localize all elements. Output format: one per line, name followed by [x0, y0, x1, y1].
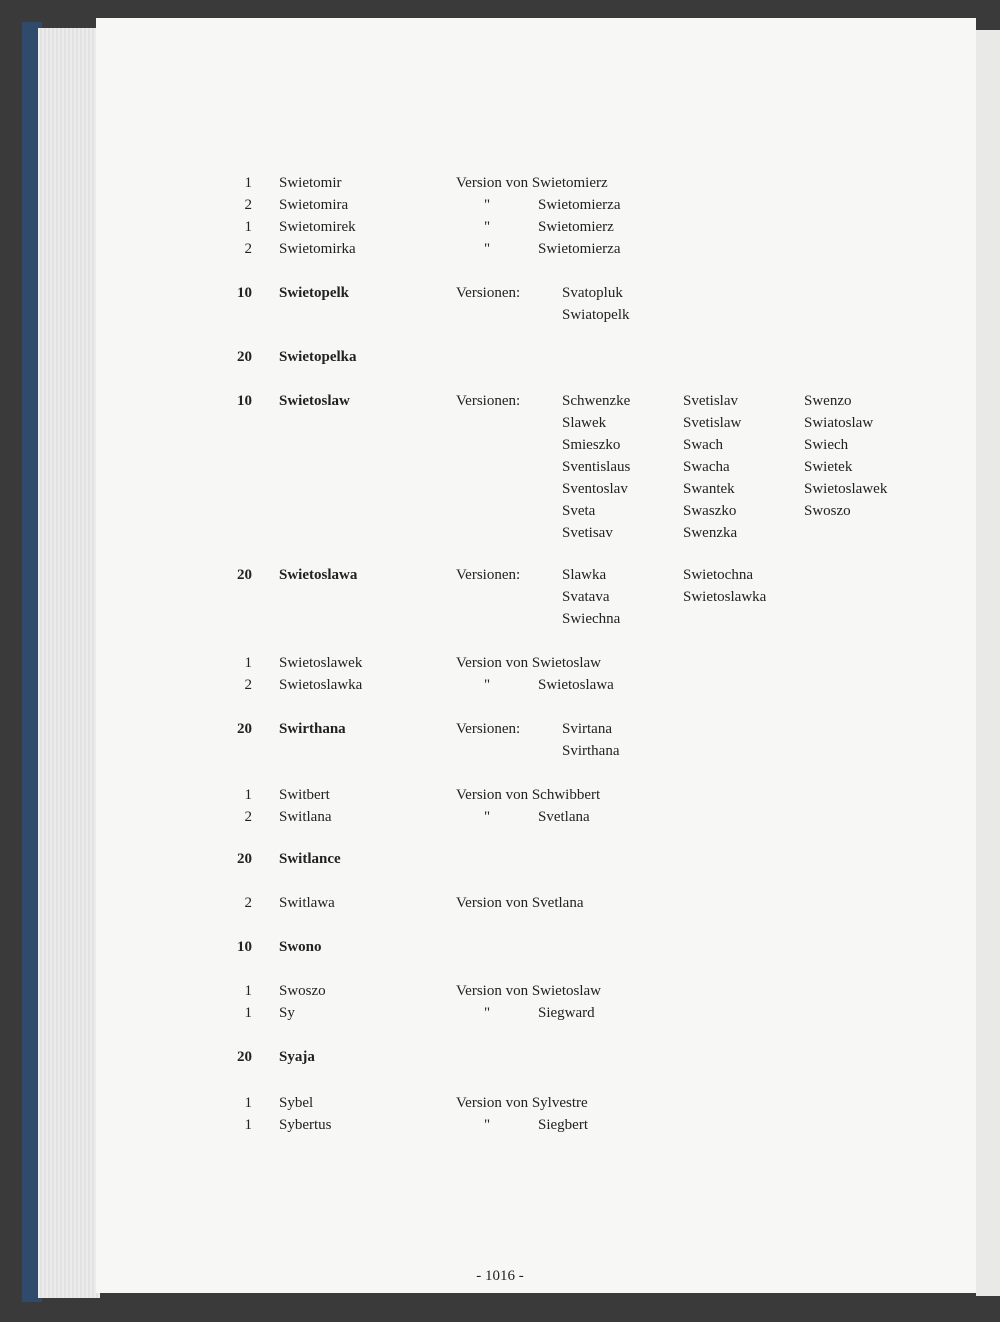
- entry-row: [0, 390, 1000, 412]
- variant-name: Schwenzke: [562, 393, 631, 409]
- entry-name: Swietoslawka: [279, 677, 363, 693]
- entry-number: 2: [244, 197, 252, 213]
- variant-name: Swiatopelk: [562, 307, 630, 323]
- entry-row: [0, 564, 1000, 586]
- entry-number: 2: [244, 241, 252, 257]
- entry-name: Switbert: [279, 787, 330, 803]
- variant-name: Swantek: [683, 481, 735, 497]
- entry-name: Switlawa: [279, 895, 335, 911]
- entry-number: 1: [244, 787, 252, 803]
- variant-name: Swoszo: [804, 503, 851, 519]
- entry-row: [0, 216, 1000, 238]
- entry-number: 1: [244, 1117, 252, 1133]
- variant-name: Swach: [683, 437, 723, 453]
- entry-number: 1: [244, 1095, 252, 1111]
- variant-name: Swietoslawek: [804, 481, 888, 497]
- entry-number: 2: [244, 809, 252, 825]
- entry-name: Syaja: [279, 1049, 315, 1065]
- entry-name: Sybertus: [279, 1117, 332, 1133]
- variant-row: [0, 500, 1000, 522]
- entry-row: [0, 238, 1000, 260]
- variant-name: Swiatoslaw: [804, 415, 874, 431]
- entry-name: Swietomira: [279, 197, 349, 213]
- variant-name: Swietoslawka: [683, 589, 767, 605]
- entry-number: 20: [237, 721, 252, 737]
- entry-row: [0, 1002, 1000, 1024]
- entry-number: 1: [244, 175, 252, 191]
- entry-row: [0, 980, 1000, 1002]
- entry-number: 1: [244, 983, 252, 999]
- variant-name: Svetislaw: [683, 415, 742, 431]
- variant-row: [0, 740, 1000, 762]
- variant-name: Swietoslawa: [538, 677, 614, 693]
- variant-name: Swietochna: [683, 567, 753, 583]
- entry-row: [0, 1092, 1000, 1114]
- entry-name: Switlana: [279, 809, 332, 825]
- entry-reference: ": [484, 1005, 491, 1021]
- entry-row: [0, 194, 1000, 216]
- entry-reference: ": [484, 219, 491, 235]
- entry-number: 20: [237, 567, 252, 583]
- variant-row: [0, 478, 1000, 500]
- variant-name: Swenzo: [804, 393, 852, 409]
- variant-row: [0, 434, 1000, 456]
- entry-row: [0, 806, 1000, 828]
- variant-name: Slawka: [562, 567, 607, 583]
- entry-row: [0, 936, 1000, 958]
- variant-name: Svetislav: [683, 393, 738, 409]
- variant-name: Svirtana: [562, 721, 612, 737]
- variant-name: Swacha: [683, 459, 730, 475]
- entry-reference: Version von Schwibbert: [456, 787, 601, 803]
- entry-row: [0, 282, 1000, 304]
- variant-name: Swenzka: [683, 525, 738, 541]
- variant-name: Smieszko: [562, 437, 621, 453]
- entry-number: 20: [237, 1049, 252, 1065]
- variant-name: Swietomierza: [538, 197, 621, 213]
- entry-reference: ": [484, 197, 491, 213]
- variant-name: Siegbert: [538, 1117, 588, 1133]
- entry-reference: Version von Svetlana: [456, 895, 584, 911]
- entry-reference: Version von Swietoslaw: [456, 983, 601, 999]
- entry-number: 10: [237, 393, 252, 409]
- entry-reference: Version von Swietoslaw: [456, 655, 601, 671]
- entry-name: Swietoslaw: [279, 393, 350, 409]
- entry-row: [0, 172, 1000, 194]
- entry-reference: ": [484, 677, 491, 693]
- entry-row: [0, 652, 1000, 674]
- entry-name: Switlance: [279, 851, 341, 867]
- entry-row: [0, 892, 1000, 914]
- variant-name: Svetisav: [562, 525, 613, 541]
- entry-number: 10: [237, 939, 252, 955]
- variant-name: Sventoslav: [562, 481, 628, 497]
- variant-row: [0, 412, 1000, 434]
- entry-name: Swono: [279, 939, 322, 955]
- entry-number: 2: [244, 895, 252, 911]
- entry-row: [0, 1046, 1000, 1068]
- entry-name: Swietomirka: [279, 241, 356, 257]
- entry-name: Swietopelka: [279, 349, 357, 365]
- entry-reference: Versionen:: [456, 567, 521, 583]
- entry-reference: Versionen:: [456, 721, 521, 737]
- entry-reference: Versionen:: [456, 285, 521, 301]
- entry-reference: Version von Sylvestre: [456, 1095, 588, 1111]
- entry-row: [0, 848, 1000, 870]
- entry-name: Sybel: [279, 1095, 314, 1111]
- entry-number: 20: [237, 349, 252, 365]
- variant-name: Swietek: [804, 459, 853, 475]
- entry-row: [0, 784, 1000, 806]
- entry-row: [0, 718, 1000, 740]
- variant-row: [0, 304, 1000, 326]
- entry-name: Swietomir: [279, 175, 342, 191]
- entry-name: Swietomirek: [279, 219, 356, 235]
- variant-name: Swiechna: [562, 611, 621, 627]
- variant-row: [0, 456, 1000, 478]
- entry-name: Swirthana: [279, 721, 346, 737]
- entry-name: Swietopelk: [279, 285, 350, 301]
- entry-reference: ": [484, 1117, 491, 1133]
- entry-reference: ": [484, 809, 491, 825]
- variant-name: Swaszko: [683, 503, 737, 519]
- variant-name: Swietomierza: [538, 241, 621, 257]
- variant-name: Swiech: [804, 437, 849, 453]
- variant-name: Sventislaus: [562, 459, 631, 475]
- variant-name: Svatava: [562, 589, 610, 605]
- entry-name: Swietoslawek: [279, 655, 363, 671]
- entry-name: Swoszo: [279, 983, 326, 999]
- variant-name: Svetlana: [538, 809, 590, 825]
- variant-row: [0, 522, 1000, 544]
- entry-row: [0, 674, 1000, 696]
- variant-name: Swietomierz: [538, 219, 614, 235]
- entry-name: Sy: [279, 1005, 295, 1021]
- entry-reference: Versionen:: [456, 393, 521, 409]
- entry-number: 20: [237, 851, 252, 867]
- entry-reference: ": [484, 241, 491, 257]
- entry-name: Swietoslawa: [279, 567, 358, 583]
- variant-name: Siegward: [538, 1005, 595, 1021]
- variant-row: [0, 586, 1000, 608]
- entry-number: 1: [244, 655, 252, 671]
- variant-name: Svirthana: [562, 743, 620, 759]
- variant-name: Svatopluk: [562, 285, 623, 301]
- entry-number: 10: [237, 285, 252, 301]
- entry-number: 2: [244, 677, 252, 693]
- entry-row: [0, 1114, 1000, 1136]
- entry-reference: Version von Swietomierz: [456, 175, 608, 191]
- entry-row: [0, 346, 1000, 368]
- variant-name: Slawek: [562, 415, 607, 431]
- entry-number: 1: [244, 219, 252, 235]
- variant-row: [0, 608, 1000, 630]
- entry-number: 1: [244, 1005, 252, 1021]
- page-number: - 1016 -: [476, 1268, 524, 1284]
- variant-name: Sveta: [562, 503, 596, 519]
